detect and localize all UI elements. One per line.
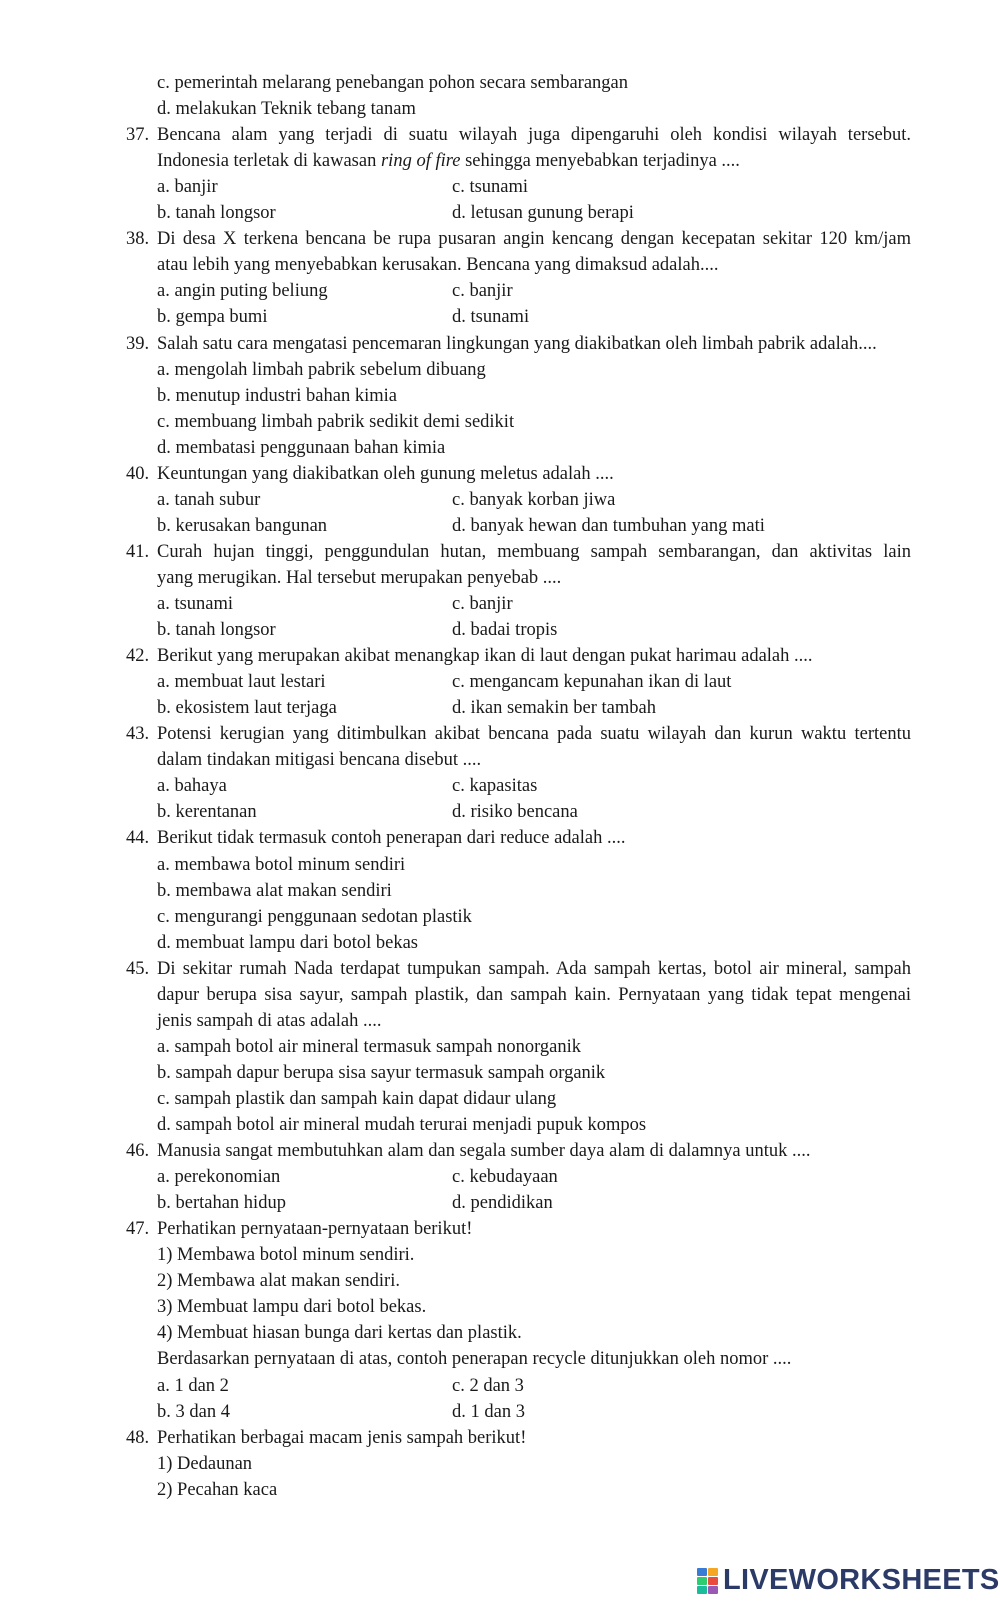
question-text-continued — [0, 1008, 1000, 1034]
answer-option: d. ikan semakin ber tambah — [452, 698, 656, 718]
answer-option: Berdasarkan pernyataan di atas, contoh penerapan recycle ditunjukkan oleh nomor .... — [157, 1349, 792, 1369]
question-line — [0, 1425, 1000, 1451]
answer-option: a. tsunami — [157, 594, 234, 614]
answer-option: b. tanah longsor — [157, 203, 276, 223]
answer-option-line — [0, 70, 1000, 96]
liveworksheets-logo[interactable] — [697, 1563, 1000, 1597]
question-number: 38. — [126, 229, 150, 249]
answer-option: c. kebudayaan — [452, 1167, 558, 1187]
answer-option: d. risiko bencana — [452, 802, 578, 822]
answer-options-row — [0, 1399, 1000, 1425]
question-number: 47. — [126, 1219, 150, 1239]
answer-option: c. membuang limbah pabrik sedikit demi sedikit — [157, 412, 515, 432]
answer-option: b. bertahan hidup — [157, 1193, 286, 1213]
question-text: Bencana alam yang terjadi di suatu wilayah juga dipengaruhi oleh kondisi wilayah tersebut. — [157, 125, 911, 145]
answer-options-row — [0, 487, 1000, 513]
text-segment: yang merugikan. Hal tersebut merupakan penyebab .... — [157, 568, 562, 588]
answer-option: d. banyak hewan dan tumbuhan yang mati — [452, 516, 765, 536]
answer-options-row — [0, 278, 1000, 304]
logo-text: LIVEWORKSHEETS — [723, 1564, 1000, 1596]
answer-option: a. perekonomian — [157, 1167, 281, 1187]
question-text: Berikut tidak termasuk contoh penerapan dari reduce adalah .... — [157, 828, 626, 848]
answer-option: a. bahaya — [157, 776, 227, 796]
question-text: Potensi kerugian yang ditimbulkan akibat bencana pada suatu wilayah dan kurun waktu tertentu — [157, 724, 911, 744]
question-text: Salah satu cara mengatasi pencemaran lingkungan yang diakibatkan oleh limbah pabrik adalah.... — [157, 334, 877, 354]
italic-term: ring of fire — [380, 151, 461, 171]
answer-option-line — [0, 383, 1000, 409]
question-line — [0, 1216, 1000, 1242]
question-text — [157, 252, 718, 278]
text-segment: sehingga menyebabkan terjadinya .... — [460, 151, 740, 171]
question-text-continued — [0, 252, 1000, 278]
question-text: Curah hujan tinggi, penggundulan hutan, membuang sampah sembarangan, dan aktivitas lain — [157, 542, 911, 562]
text-segment: dapur berupa sisa sayur, sampah plastik, dan sampah kain. Pernyataan yang tidak tepat mengenai — [157, 985, 911, 1005]
question-line — [0, 825, 1000, 851]
answer-option: b. menutup industri bahan kimia — [157, 386, 397, 406]
question-text — [157, 1008, 382, 1034]
answer-option-line — [0, 409, 1000, 435]
logo-block — [697, 1586, 707, 1594]
logo-block — [708, 1568, 718, 1576]
answer-option: c. banyak korban jiwa — [452, 490, 616, 510]
answer-options-row — [0, 695, 1000, 721]
question-number: 37. — [126, 125, 150, 145]
answer-option: c. banjir — [452, 281, 513, 301]
question-text: Perhatikan pernyataan-pernyataan berikut! — [157, 1219, 473, 1239]
answer-option: d. membuat lampu dari botol bekas — [157, 933, 418, 953]
question-line — [0, 956, 1000, 982]
question-text: Keuntungan yang diakibatkan oleh gunung meletus adalah .... — [157, 464, 614, 484]
question-number: 46. — [126, 1141, 150, 1161]
question-text: Berikut yang merupakan akibat menangkap ikan di laut dengan pukat harimau adalah .... — [157, 646, 813, 666]
answer-option: b. tanah longsor — [157, 620, 276, 640]
answer-option-line — [0, 435, 1000, 461]
text-segment: dalam tindakan mitigasi bencana disebut .... — [157, 750, 482, 770]
answer-option: c. pemerintah melarang penebangan pohon secara sembarangan — [157, 73, 629, 93]
logo-block — [697, 1568, 707, 1576]
question-text — [157, 747, 481, 773]
text-segment: jenis sampah di atas adalah .... — [157, 1011, 382, 1031]
answer-option: b. gempa bumi — [157, 307, 268, 327]
answer-option-line — [0, 904, 1000, 930]
answer-option: 3) Membuat lampu dari botol bekas. — [157, 1297, 427, 1317]
question-text: Di desa X terkena bencana be rupa pusaran angin kencang dengan kecepatan sekitar 120 km/jam — [157, 229, 911, 249]
question-line — [0, 721, 1000, 747]
answer-option: b. 3 dan 4 — [157, 1402, 230, 1422]
answer-option: d. tsunami — [452, 307, 530, 327]
answer-option-line — [0, 1086, 1000, 1112]
answer-option: 1) Dedaunan — [157, 1454, 253, 1474]
answer-options-row — [0, 1190, 1000, 1216]
answer-options-row — [0, 304, 1000, 330]
answer-option-line — [0, 1060, 1000, 1086]
answer-option: c. tsunami — [452, 177, 529, 197]
question-text: Manusia sangat membutuhkan alam dan segala sumber daya alam di dalamnya untuk .... — [157, 1141, 811, 1161]
answer-option: b. ekosistem laut terjaga — [157, 698, 337, 718]
answer-option: a. banjir — [157, 177, 218, 197]
question-line — [0, 643, 1000, 669]
liveworksheets-mark-icon — [697, 1566, 719, 1594]
answer-option: a. tanah subur — [157, 490, 261, 510]
question-number: 43. — [126, 724, 150, 744]
text-segment: atau lebih yang menyebabkan kerusakan. Bencana yang dimaksud adalah.... — [157, 255, 719, 275]
question-text-continued — [0, 565, 1000, 591]
question-line — [0, 331, 1000, 357]
answer-option-line — [0, 1320, 1000, 1346]
answer-option-line — [0, 852, 1000, 878]
answer-option: d. sampah botol air mineral mudah terurai menjadi pupuk kompos — [157, 1115, 647, 1135]
answer-option: c. 2 dan 3 — [452, 1376, 524, 1396]
answer-options-row — [0, 669, 1000, 695]
answer-option-line — [0, 1268, 1000, 1294]
question-text: Di sekitar rumah Nada terdapat tumpukan sampah. Ada sampah kertas, botol air mineral, sampah — [157, 959, 911, 979]
logo-block — [708, 1577, 718, 1585]
question-text — [157, 148, 740, 174]
question-line — [0, 1138, 1000, 1164]
answer-option: d. 1 dan 3 — [452, 1402, 525, 1422]
logo-block — [697, 1577, 707, 1585]
answer-option: a. 1 dan 2 — [157, 1376, 229, 1396]
answer-option: 2) Membawa alat makan sendiri. — [157, 1271, 400, 1291]
answer-option: b. kerentanan — [157, 802, 257, 822]
question-line — [0, 539, 1000, 565]
answer-options-row — [0, 617, 1000, 643]
answer-options-row — [0, 174, 1000, 200]
question-number: 42. — [126, 646, 150, 666]
question-line — [0, 122, 1000, 148]
question-number: 39. — [126, 334, 150, 354]
answer-option: 4) Membuat hiasan bunga dari kertas dan plastik. — [157, 1323, 522, 1343]
answer-options-row — [0, 773, 1000, 799]
question-text: Perhatikan berbagai macam jenis sampah berikut! — [157, 1428, 527, 1448]
answer-option-line — [0, 1294, 1000, 1320]
question-text — [157, 565, 561, 591]
question-text — [157, 982, 911, 1008]
answer-option: c. mengancam kepunahan ikan di laut — [452, 672, 732, 692]
answer-option: a. mengolah limbah pabrik sebelum dibuang — [157, 360, 486, 380]
question-text-continued — [0, 747, 1000, 773]
question-text-continued — [0, 982, 1000, 1008]
answer-option: b. membawa alat makan sendiri — [157, 881, 392, 901]
answer-option: c. banjir — [452, 594, 513, 614]
answer-option-line — [0, 1477, 1000, 1503]
answer-options-row — [0, 513, 1000, 539]
answer-option: b. sampah dapur berupa sisa sayur termasuk sampah organik — [157, 1063, 606, 1083]
question-number: 41. — [126, 542, 150, 562]
answer-option: b. kerusakan bangunan — [157, 516, 328, 536]
question-text-continued — [0, 148, 1000, 174]
answer-options-row — [0, 1373, 1000, 1399]
answer-options-row — [0, 1164, 1000, 1190]
logo-block — [708, 1586, 718, 1594]
text-segment: Indonesia terletak di kawasan — [157, 151, 381, 171]
question-number: 48. — [126, 1428, 150, 1448]
answer-option-line — [0, 1112, 1000, 1138]
answer-options-row — [0, 799, 1000, 825]
question-number: 45. — [126, 959, 150, 979]
answer-option-line — [0, 96, 1000, 122]
answer-option: a. sampah botol air mineral termasuk sampah nonorganik — [157, 1037, 582, 1057]
answer-option: a. membawa botol minum sendiri — [157, 855, 406, 875]
answer-option-line — [0, 930, 1000, 956]
answer-option-line — [0, 1034, 1000, 1060]
answer-option: 2) Pecahan kaca — [157, 1480, 278, 1500]
answer-option: c. kapasitas — [452, 776, 538, 796]
answer-option: c. mengurangi penggunaan sedotan plastik — [157, 907, 472, 927]
answer-options-row — [0, 591, 1000, 617]
question-number: 44. — [126, 828, 150, 848]
answer-option-line — [0, 357, 1000, 383]
answer-option-line — [0, 878, 1000, 904]
question-number: 40. — [126, 464, 150, 484]
answer-option: d. membatasi penggunaan bahan kimia — [157, 438, 446, 458]
answer-option-line — [0, 1346, 1000, 1372]
question-line — [0, 461, 1000, 487]
answer-option: 1) Membawa botol minum sendiri. — [157, 1245, 415, 1265]
question-line — [0, 226, 1000, 252]
answer-option: a. membuat laut lestari — [157, 672, 326, 692]
answer-option: a. angin puting beliung — [157, 281, 328, 301]
answer-option: d. pendidikan — [452, 1193, 553, 1213]
answer-option: c. sampah plastik dan sampah kain dapat didaur ulang — [157, 1089, 557, 1109]
answer-option: d. melakukan Teknik tebang tanam — [157, 99, 416, 119]
answer-options-row — [0, 200, 1000, 226]
answer-option-line — [0, 1451, 1000, 1477]
answer-option-line — [0, 1242, 1000, 1268]
answer-option: d. badai tropis — [452, 620, 558, 640]
answer-option: d. letusan gunung berapi — [452, 203, 634, 223]
